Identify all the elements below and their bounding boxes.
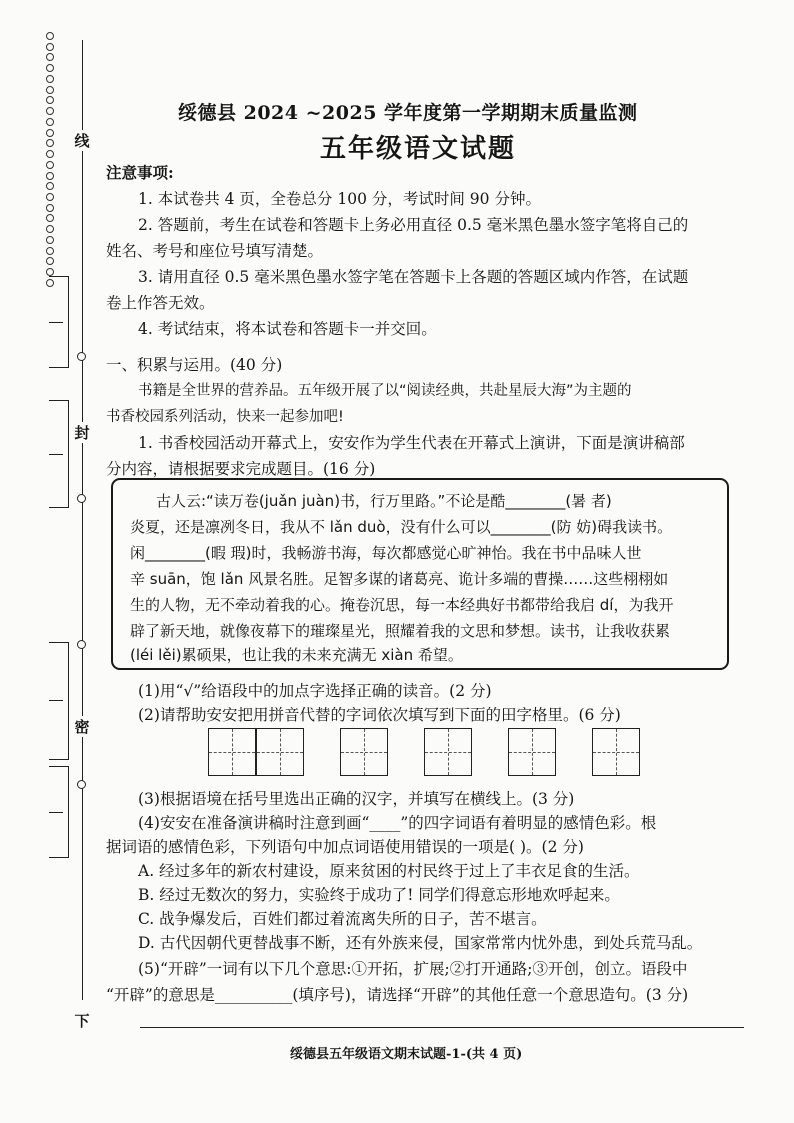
perforation-dot [46, 129, 54, 137]
footer-rule [140, 1027, 744, 1028]
perforation-dot [46, 75, 54, 83]
perforation-dot [46, 247, 54, 255]
perforation-dot [46, 182, 54, 190]
passage-line: 古人云:“读万卷(juǎn juàn)书，行万里路。”不论是酷________(暑 者) [156, 492, 612, 510]
perforation-dot [46, 53, 54, 61]
section-intro: 书籍是全世界的营养品。五年级开展了以“阅读经典，共赴星辰大海”为主题的 [138, 383, 632, 399]
seal-circle [77, 780, 86, 789]
sub-question-4: (4)安安在准备演讲稿时注意到画“____”的四字词语有着明显的感情色彩。根 [138, 814, 657, 832]
sub-question-5-cont: “开辟”的意思是__________(填序号)，请选择“开辟”的其他任意一个意思造句。(3 分) [106, 986, 689, 1004]
notice-item: 卷上作答无效。 [106, 294, 215, 312]
perforation-dot [46, 214, 54, 222]
binding-margin [0, 0, 100, 1123]
tianzige-cell[interactable] [256, 728, 304, 776]
field-tick [49, 700, 63, 701]
perforation-dot [46, 172, 54, 180]
perforation-dot [46, 107, 54, 115]
seal-word-xia: 下 [74, 1012, 90, 1030]
notice-item: 3. 请用直径 0.5 毫米黑色墨水签字笔在答题卡上各题的答题区域内作答，在试题 [138, 268, 689, 286]
question-1: 分内容，请根据要求完成题目。(16 分) [106, 460, 376, 478]
passage-line: 辛 suān，饱 lǎn 风景名胜。足智多谋的诸葛亮、诡计多端的曹操……这些栩栩如 [130, 570, 669, 588]
seal-word-mi: 密 [74, 718, 90, 736]
field-tick [49, 812, 63, 813]
notice-item: 姓名、考号和座位号填写清楚。 [106, 242, 324, 260]
seal-circle [77, 640, 86, 649]
perforation-dot [46, 86, 54, 94]
seal-circle [77, 494, 86, 503]
passage-line: 闲________(暇 瑕)时，我畅游书海，每次都感觉心旷神怡。我在书中品味人世 [130, 544, 642, 562]
perforation-dot [46, 118, 54, 126]
perforation-dots [44, 32, 56, 287]
perforation-dot [46, 96, 54, 104]
perforation-dot [46, 64, 54, 72]
sub-question-1: (1)用“√”给语段中的加点字选择正确的读音。(2 分) [138, 682, 492, 700]
option-c: C. 战争爆发后，百姓们都过着流离失所的日子，苦不堪言。 [138, 910, 547, 928]
perforation-dot [46, 32, 54, 40]
section-heading: 一、积累与运用。(40 分) [106, 356, 283, 374]
option-a: A. 经过多年的新农村建设，原来贫困的村民终于过上了丰衣足食的生活。 [138, 862, 640, 880]
passage-line: 炎夏，还是凛冽冬日，我从不 lǎn duò，没有什么可以________(防 妨)碍我读书。 [130, 518, 673, 536]
perforation-dot [46, 43, 54, 51]
perforation-dot [46, 161, 54, 169]
passage-line: (léi lěi)累硕果，也让我的未来充满无 xiàn 希望。 [130, 646, 463, 664]
notice-item: 2. 答题前，考生在试卷和答题卡上务必用直径 0.5 毫米黑色墨水签字笔将自己的 [138, 216, 689, 234]
passage-line: 生的人物，无不牵动着我的心。掩卷沉思，每一本经典好书都带给我启 dí，为我开 [130, 596, 674, 614]
seal-word-xian: 线 [74, 132, 90, 150]
sub-question-4-cont: 据词语的感情色彩，下列语句中加点词语使用错误的一项是( )。(2 分) [106, 838, 584, 856]
tianzige-cell[interactable] [508, 728, 556, 776]
notice-item: 4. 考试结束，将本试卷和答题卡一并交回。 [138, 320, 437, 338]
tianzige-cell[interactable] [208, 728, 256, 776]
tianzige-cell[interactable] [424, 728, 472, 776]
seal-line [82, 40, 83, 1000]
passage-line: 辟了新天地，就像夜幕下的璀璨星光，照耀着我的文思和梦想。读书，让我收获累 [130, 622, 671, 640]
notice-heading: 注意事项: [106, 163, 174, 182]
sub-question-5: (5)“开辟”一词有以下几个意思:①开拓，扩展;②打开通路;③开创，创立。语段中 [138, 960, 688, 978]
tianzige-cell[interactable] [340, 728, 388, 776]
perforation-dot [46, 150, 54, 158]
field-tick [49, 454, 63, 455]
student-info-field [49, 642, 69, 760]
seal-word-feng: 封 [74, 424, 90, 442]
section-intro: 书香校园系列活动，快来一起参加吧! [106, 409, 344, 425]
field-tick [49, 322, 63, 323]
sub-question-3: (3)根据语境在括号里选出正确的汉字，并填写在横线上。(3 分) [138, 790, 575, 808]
perforation-dot [46, 236, 54, 244]
perforation-dot [46, 257, 54, 265]
exam-subtitle: 五年级语文试题 [320, 134, 517, 164]
exam-title: 绥德县 2024 ~2025 学年度第一学期期末质量监测 [178, 102, 638, 124]
option-b: B. 经过无数次的努力，实验终于成功了! 同学们得意忘形地欢呼起来。 [138, 886, 620, 904]
tianzige-cell[interactable] [592, 728, 640, 776]
option-d: D. 古代因朝代更替战事不断，还有外族来侵，国家常常内忧外患，到处兵荒马乱。 [138, 934, 703, 952]
seal-circle [77, 352, 86, 361]
question-1: 1. 书香校园活动开幕式上，安安作为学生代表在开幕式上演讲，下面是演讲稿部 [138, 434, 685, 452]
perforation-dot [46, 193, 54, 201]
perforation-dot [46, 268, 54, 276]
perforation-dot [46, 225, 54, 233]
page-footer: 绥德县五年级语文期末试题-1-(共 4 页) [290, 1047, 523, 1062]
sub-question-2: (2)请帮助安安把用拼音代替的字词依次填写到下面的田字格里。(6 分) [138, 706, 621, 724]
perforation-dot [46, 139, 54, 147]
perforation-dot [46, 204, 54, 212]
notice-item: 1. 本试卷共 4 页，全卷总分 100 分，考试时间 90 分钟。 [138, 190, 541, 208]
